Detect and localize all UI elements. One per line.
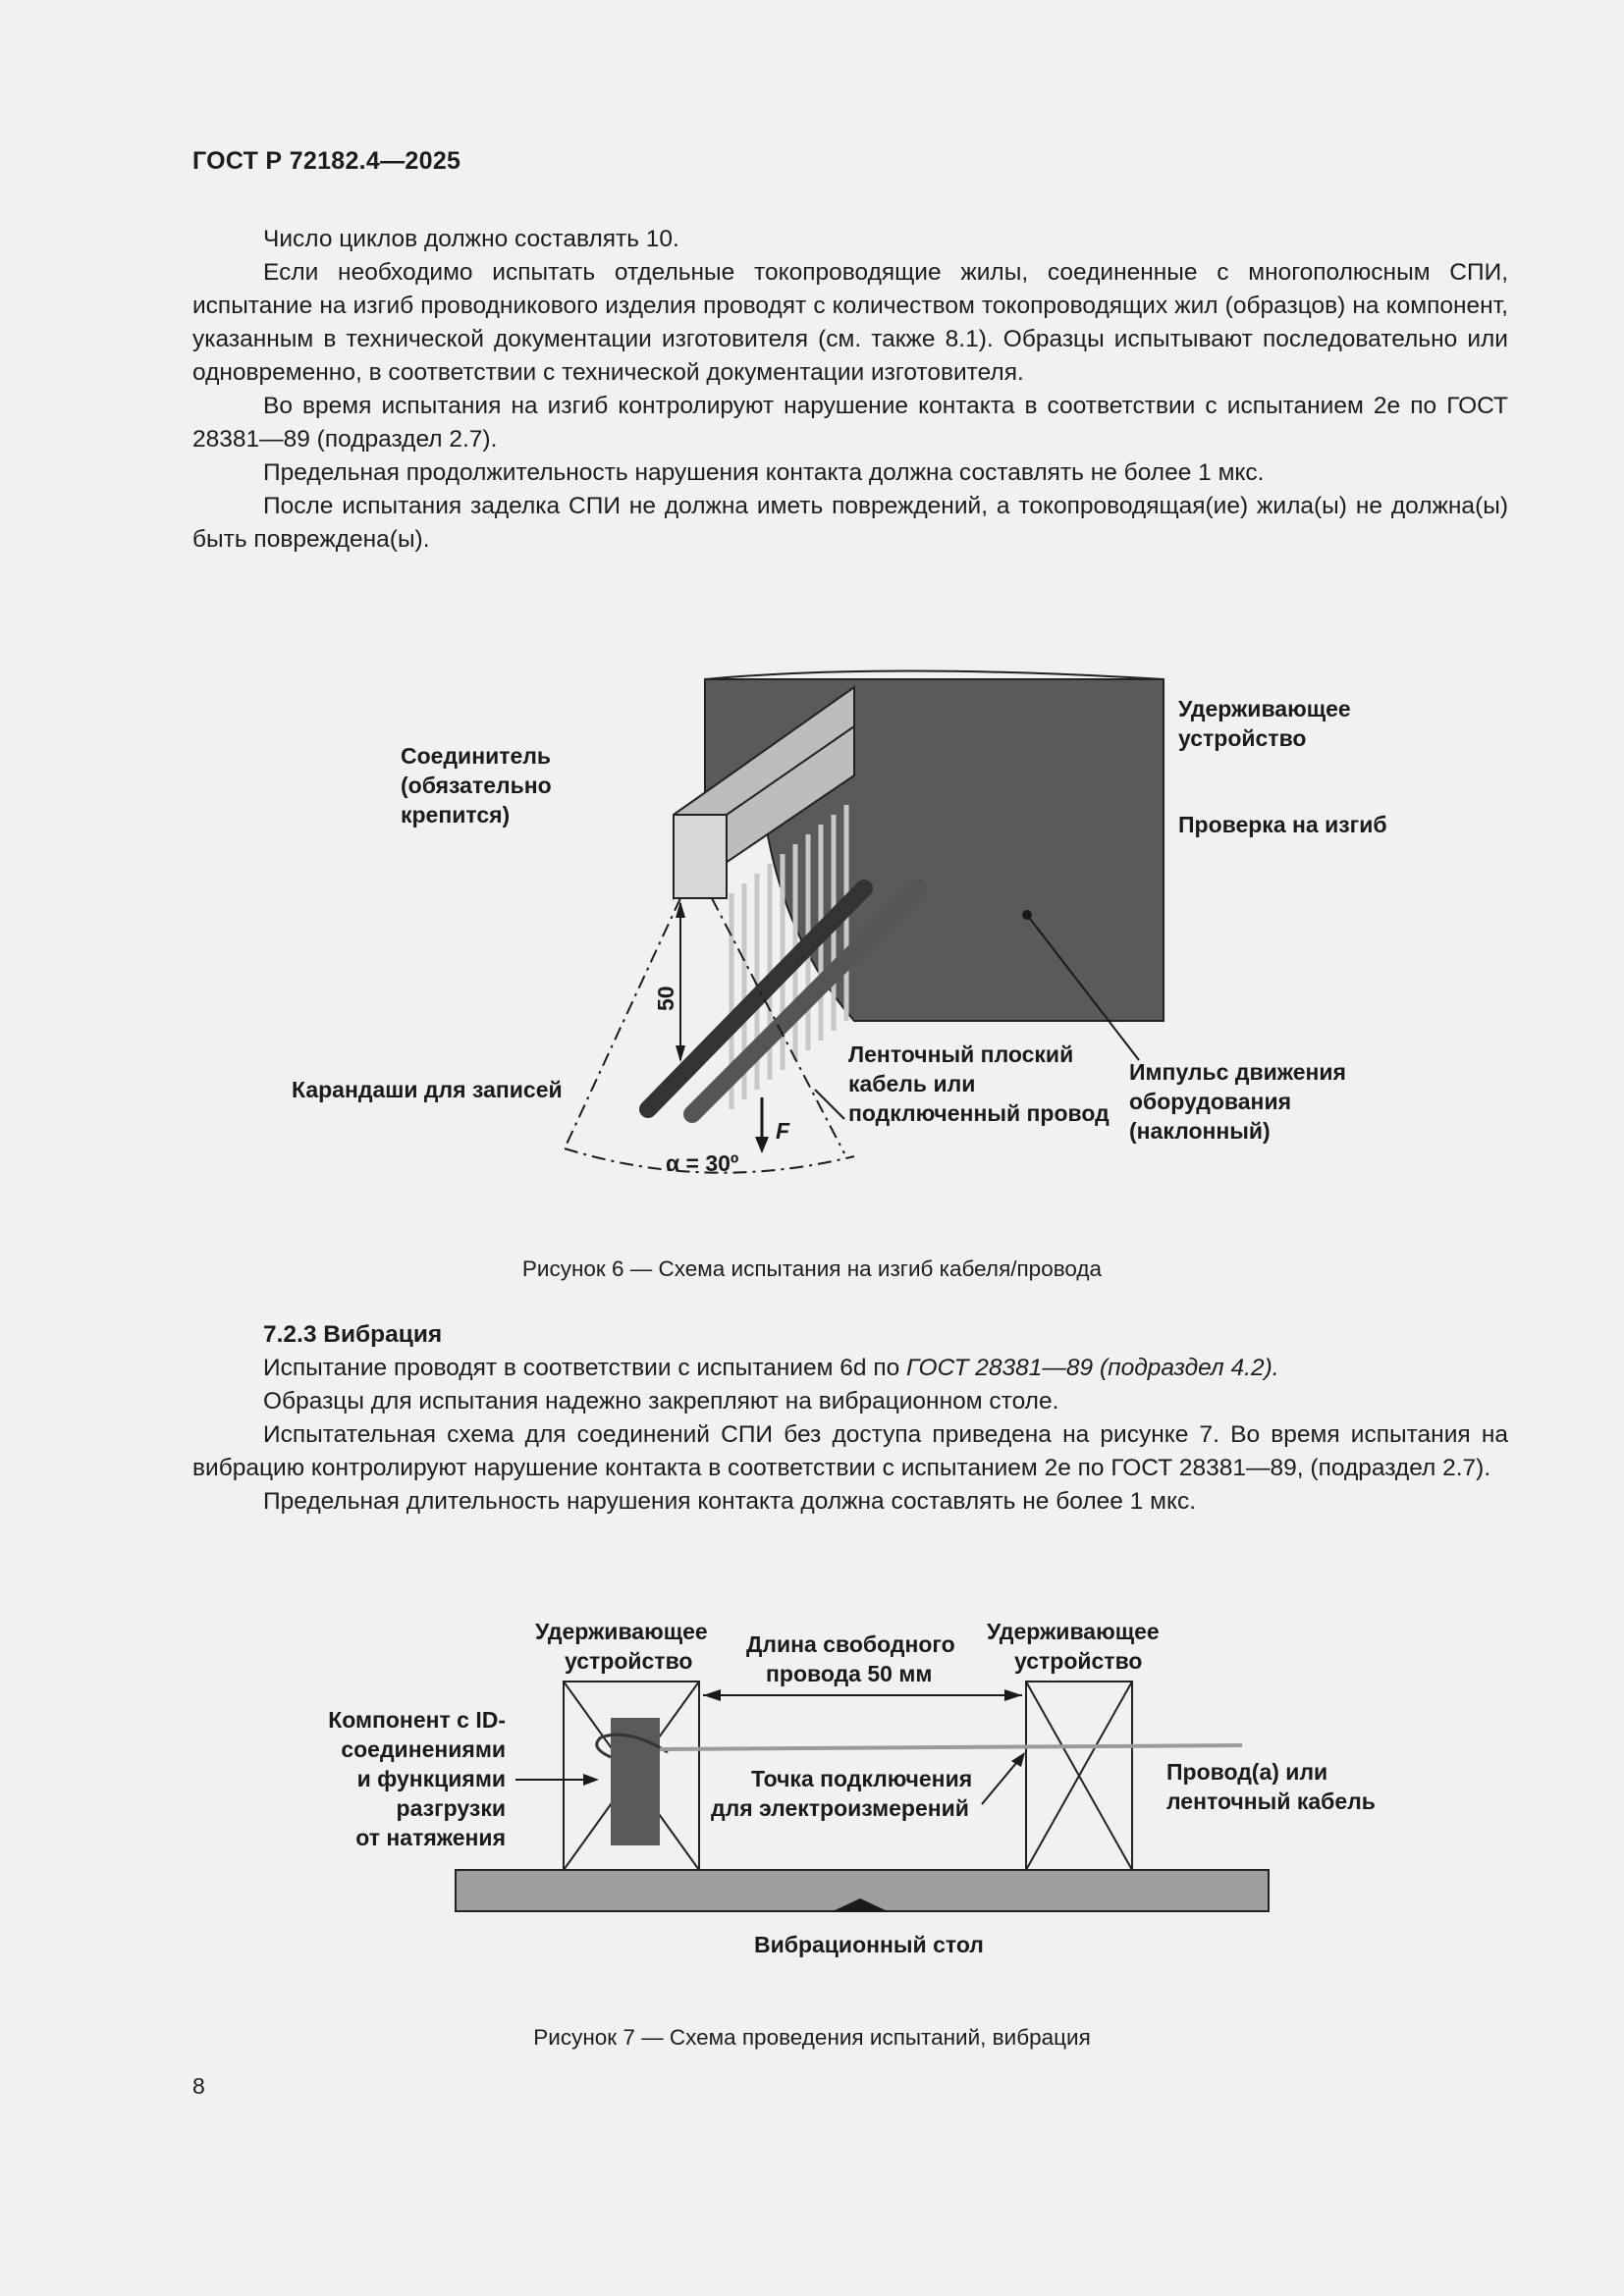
figure-7-caption: Рисунок 7 — Схема проведения испытаний, вибрация — [533, 2025, 1091, 2050]
component-block — [611, 1718, 660, 1845]
text-block-2 — [192, 1318, 1508, 1519]
label-wire: ленточный кабель — [1166, 1789, 1376, 1814]
force-label: F — [776, 1118, 790, 1144]
label-holder-right: Удерживающее — [987, 1619, 1160, 1644]
wire — [660, 1745, 1242, 1749]
label-component: от натяжения — [355, 1825, 506, 1850]
table-arrow — [831, 1898, 890, 1912]
paragraph: Испытание проводят в соответствии с испытанием 6d по ГОСТ 28381—89 (подраздел 4.2). — [263, 1355, 1279, 1381]
paragraph: Число циклов должно составлять 10. — [263, 226, 679, 252]
label-component: соединениями — [341, 1736, 506, 1762]
angle-label: α = 30º — [666, 1150, 739, 1176]
label-length: Длина свободного — [746, 1631, 955, 1657]
paragraph: После испытания заделка СПИ не должна иметь повреждений, а токопроводящая(ие) жила(ы) не должна(ы) быть повреждена(ы). — [192, 493, 1508, 553]
paragraph: Во время испытания на изгиб контролируют нарушение контакта в соответствии с испытанием 2е по ГОСТ 28381—89 (подраздел 2.7). — [192, 393, 1508, 453]
label-table: Вибрационный стол — [754, 1932, 984, 1957]
figure-6-caption: Рисунок 6 — Схема испытания на изгиб кабеля/провода — [521, 1256, 1103, 1281]
dimension-50-label: 50 — [653, 986, 678, 1011]
paragraph: Образцы для испытания надежно закрепляют на вибрационном столе. — [263, 1388, 1059, 1415]
label-cable: подключенный провод — [848, 1100, 1110, 1126]
label-impulse: оборудования — [1129, 1089, 1291, 1114]
label-length: провода 50 мм — [766, 1661, 933, 1686]
page-number: 8 — [192, 2073, 205, 2099]
document-header: ГОСТ Р 72182.4—2025 — [192, 147, 461, 175]
label-holder: Удерживающее — [1178, 696, 1351, 721]
label-component: Компонент с ID- — [328, 1707, 506, 1733]
label-impulse: (наклонный) — [1129, 1118, 1271, 1144]
paragraph: Испытательная схема для соединений СПИ без доступа приведена на рисунке 7. Во время испытания на вибрацию контролируют нарушение контакта в соответствии с испытанием 2е по ГОСТ 28381—89, (подраздел 2.7). — [192, 1421, 1508, 1481]
label-component: и функциями — [356, 1766, 506, 1791]
section-heading: 7.2.3 Вибрация — [263, 1321, 443, 1348]
label-point: для электроизмерений — [711, 1795, 969, 1821]
label-holder-left: устройство — [565, 1648, 693, 1674]
holder-right — [1026, 1682, 1132, 1870]
label-cable: Ленточный плоский — [848, 1041, 1074, 1067]
label-impulse: Импульс движения — [1129, 1059, 1346, 1085]
label-connector: Соединитель — [401, 743, 552, 769]
label-cable: кабель или — [848, 1071, 976, 1096]
label-connector: крепится) — [401, 802, 511, 828]
reference: ГОСТ 28381—89 (подраздел 4.2). — [906, 1355, 1279, 1381]
label-holder-right: устройство — [1014, 1648, 1143, 1674]
label-bend-test: Проверка на изгиб — [1178, 812, 1387, 837]
holder-left — [564, 1682, 699, 1870]
vibration-table — [456, 1870, 1269, 1911]
label-connector: (обязательно — [401, 773, 552, 798]
label-wire: Провод(а) или — [1166, 1759, 1328, 1785]
label-holder: устройство — [1178, 725, 1307, 751]
label-point: Точка подключения — [751, 1766, 973, 1791]
label-holder-left: Удерживающее — [535, 1619, 708, 1644]
paragraph: Предельная продолжительность нарушения контакта должна составлять не более 1 мкс. — [263, 459, 1265, 486]
label-component: разгрузки — [396, 1795, 506, 1821]
label-pencils: Карандаши для записей — [292, 1077, 563, 1102]
paragraph: Если необходимо испытать отдельные токопроводящие жилы, соединенные с многополюсным СПИ, испытание на изгиб проводникового изделия проводят с количеством токопроводящих жил (образцов) на компонент, указанным в технической документации изготовителя (см. также 8.1). Образцы испытывают последовательно или одновременно, в соответствии с технической документации изготовителя. — [192, 259, 1508, 386]
paragraph: Предельная длительность нарушения контакта должна составлять не более 1 мкс. — [263, 1488, 1197, 1515]
